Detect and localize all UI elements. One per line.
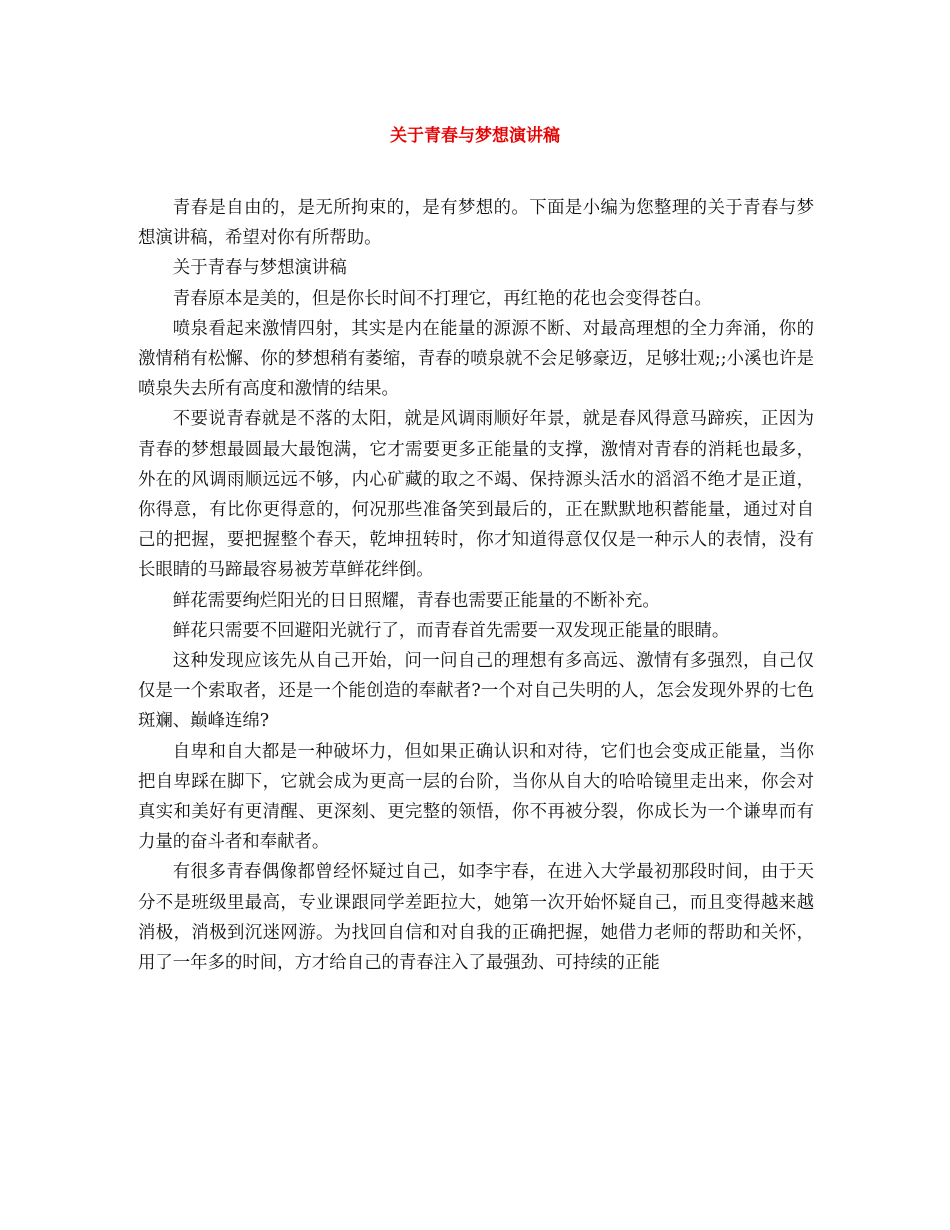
- paragraph: 这种发现应该先从自己开始，问一问自己的理想有多高远、激情有多强烈，自己仅仅是一个索取者，还是一个能创造的奉献者?一个对自己失明的人，怎会发现外界的七色斑斓、巅峰连绵?: [138, 651, 814, 732]
- paragraph: 鲜花需要绚烂阳光的日日照耀，青春也需要正能量的不断补充。: [172, 590, 660, 611]
- paragraph-intro: 青春是自由的，是无所拘束的，是有梦想的。下面是小编为您整理的关于青春与梦想演讲稿，希望对你有所帮助。: [138, 198, 814, 249]
- document-body: [138, 193, 814, 978]
- document-title: 关于青春与梦想演讲稿: [390, 126, 560, 146]
- paragraph: 有很多青春偶像都曾经怀疑过自己，如李宇春，在进入大学最初那段时间，由于天分不是班级里最高，专业课跟同学差距拉大，她第一次开始怀疑自己，而且变得越来越消极，消极到沉迷网游。为找回自信和对自我的正确把握，她借力老师的帮助和关怀，用了一年多的时间，方才给自己的青春注入了最强劲、可持续的正能: [138, 862, 814, 974]
- paragraph: 青春原本是美的，但是你长时间不打理它，再红艳的花也会变得苍白。: [172, 288, 712, 309]
- paragraph: 不要说青春就是不落的太阳，就是风调雨顺好年景，就是春风得意马蹄疾，正因为青春的梦想最圆最大最饱满，它才需要更多正能量的支撑，激情对青春的消耗也最多，外在的风调雨顺远远不够，内心矿藏的取之不竭、保持源头活水的滔滔不绝才是正道，你得意，有比你更得意的，何况那些准备笑到最后的，正在默默地积蓄能量，通过对自己的把握，要把握整个春天，乾坤扭转时，你才知道得意仅仅是一种示人的表情，没有长眼睛的马蹄最容易被芳草鲜花绊倒。: [138, 409, 814, 581]
- paragraph: 鲜花只需要不回避阳光就行了，而青春首先需要一双发现正能量的眼睛。: [172, 620, 730, 641]
- paragraph: 喷泉看起来激情四射，其实是内在能量的源源不断、对最高理想的全力奔涌，你的激情稍有松懈、你的梦想稍有萎缩，青春的喷泉就不会足够豪迈，足够壮观;;小溪也许是喷泉失去所有高度和激情的结果。: [138, 318, 814, 400]
- paragraph: 自卑和自大都是一种破坏力，但如果正确认识和对待，它们也会变成正能量，当你把自卑踩在脚下，它就会成为更高一层的台阶，当你从自大的哈哈镜里走出来，你会对真实和美好有更清醒、更深刻、更完整的领悟，你不再被分裂，你成长为一个谦卑而有力量的奋斗者和奉献者。: [138, 741, 814, 853]
- paragraph-subtitle: 关于青春与梦想演讲稿: [172, 258, 347, 279]
